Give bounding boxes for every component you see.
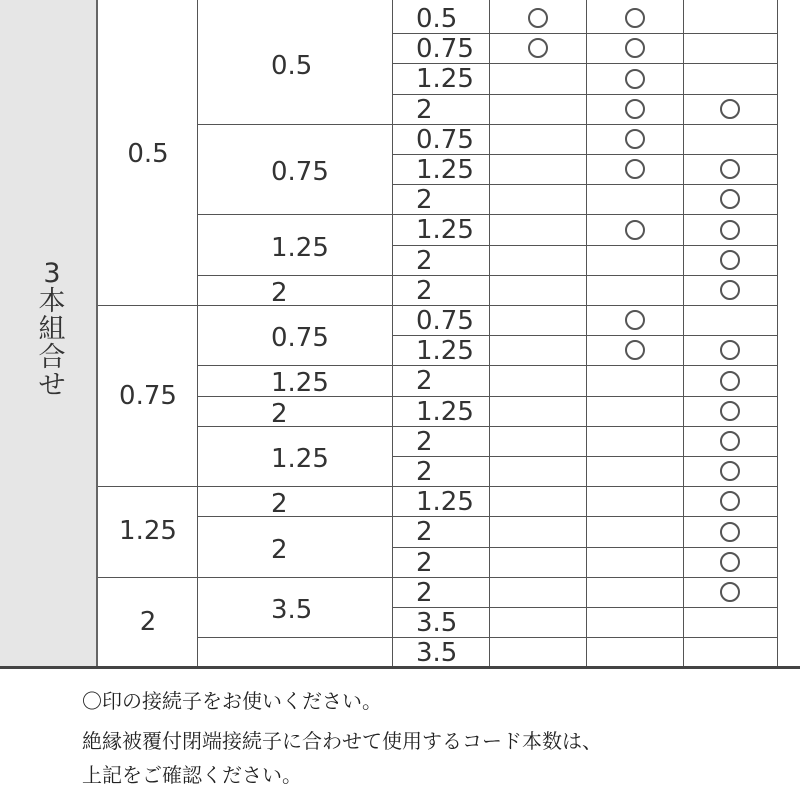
subgroup-size-label: 2 xyxy=(271,489,288,520)
compatible-circle-mark xyxy=(720,189,740,209)
row-size-label: 2 xyxy=(416,185,433,216)
row-size-label: 2 xyxy=(416,547,433,578)
compatible-circle-mark xyxy=(720,552,740,572)
compatible-circle-mark xyxy=(720,220,740,240)
subgroup-size-label: 1.25 xyxy=(271,443,329,474)
bottom-rule xyxy=(0,666,800,669)
row-size-label: 1.25 xyxy=(416,155,474,185)
compatible-circle-mark xyxy=(625,159,645,179)
compatible-circle-mark xyxy=(720,159,740,179)
row-size-label: 3.5 xyxy=(416,608,458,638)
group-size-label: 1.25 xyxy=(119,516,177,547)
compatible-circle-mark xyxy=(720,250,740,270)
compatible-circle-mark xyxy=(720,522,740,542)
group-size-label: 0.5 xyxy=(127,139,169,169)
subgroup-size-label: 1.25 xyxy=(271,368,329,399)
subgroup-size-label: 0.75 xyxy=(271,157,329,188)
group-size-label: 0.75 xyxy=(119,380,177,411)
group-size-label: 2 xyxy=(139,607,157,638)
row-size-label: 2 xyxy=(416,94,433,125)
column-divider xyxy=(777,0,778,666)
compatible-circle-mark xyxy=(720,340,740,360)
row-size-label: 2 xyxy=(416,457,433,487)
compatible-circle-mark xyxy=(720,99,740,119)
row-size-label: 2 xyxy=(416,275,433,306)
row-size-label: 1.25 xyxy=(416,396,474,427)
compatible-circle-mark xyxy=(720,371,740,391)
row-size-label: 0.75 xyxy=(416,306,474,336)
row-size-label: 0.75 xyxy=(416,34,474,65)
row-size-label: 2 xyxy=(416,426,433,457)
compatible-circle-mark xyxy=(720,431,740,451)
column-divider xyxy=(683,0,684,666)
subgroup-size-label: 2 xyxy=(271,398,288,429)
row-size-label: 1.25 xyxy=(416,215,474,246)
compatible-circle-mark xyxy=(720,582,740,602)
compatible-circle-mark xyxy=(720,461,740,481)
row-size-label: 1.25 xyxy=(416,64,474,95)
compatible-circle-mark xyxy=(625,129,645,149)
column-divider xyxy=(197,0,198,666)
side-label: 3本組合せ xyxy=(38,258,66,401)
note-line-1: 〇印の接続子をお使いください。 xyxy=(82,689,382,713)
row-size-label: 2 xyxy=(416,517,433,548)
subgroup-size-label: 1.25 xyxy=(271,232,329,263)
compatible-circle-mark xyxy=(625,99,645,119)
compatible-circle-mark xyxy=(625,220,645,240)
notes xyxy=(82,684,782,792)
subgroup-size-label: 2 xyxy=(271,277,288,308)
subgroup-size-label: 2 xyxy=(271,534,288,565)
subgroup-size-label: 0.5 xyxy=(271,51,313,82)
compatible-circle-mark xyxy=(528,38,548,58)
compatible-circle-mark xyxy=(720,280,740,300)
compatible-circle-mark xyxy=(720,491,740,511)
compatible-circle-mark xyxy=(625,69,645,89)
note-line-2b: 上記をご確認ください。 xyxy=(82,763,302,787)
row-size-label: 2 xyxy=(416,577,433,608)
row-size-label: 0.5 xyxy=(416,4,458,34)
row-size-label: 2 xyxy=(416,366,433,397)
row-size-label: 1.25 xyxy=(416,487,474,518)
subgroup-size-label: 0.75 xyxy=(271,323,329,354)
compatible-circle-mark xyxy=(625,340,645,360)
compatible-circle-mark xyxy=(720,401,740,421)
compatible-circle-mark xyxy=(528,8,548,28)
subgroup-size-label: 3.5 xyxy=(271,594,313,625)
column-divider xyxy=(489,0,490,666)
column-divider xyxy=(392,0,393,666)
compatible-circle-mark xyxy=(625,310,645,330)
row-size-label: 1.25 xyxy=(416,336,474,367)
row-size-label: 0.75 xyxy=(416,124,474,155)
note-line-2a: 絶縁被覆付閉端接続子に合わせて使用するコード本数は、 xyxy=(82,729,602,753)
column-divider xyxy=(586,0,587,666)
compatible-circle-mark xyxy=(625,8,645,28)
row-size-label: 2 xyxy=(416,245,433,276)
row-size-label: 3.5 xyxy=(416,638,458,669)
compatible-circle-mark xyxy=(625,38,645,58)
